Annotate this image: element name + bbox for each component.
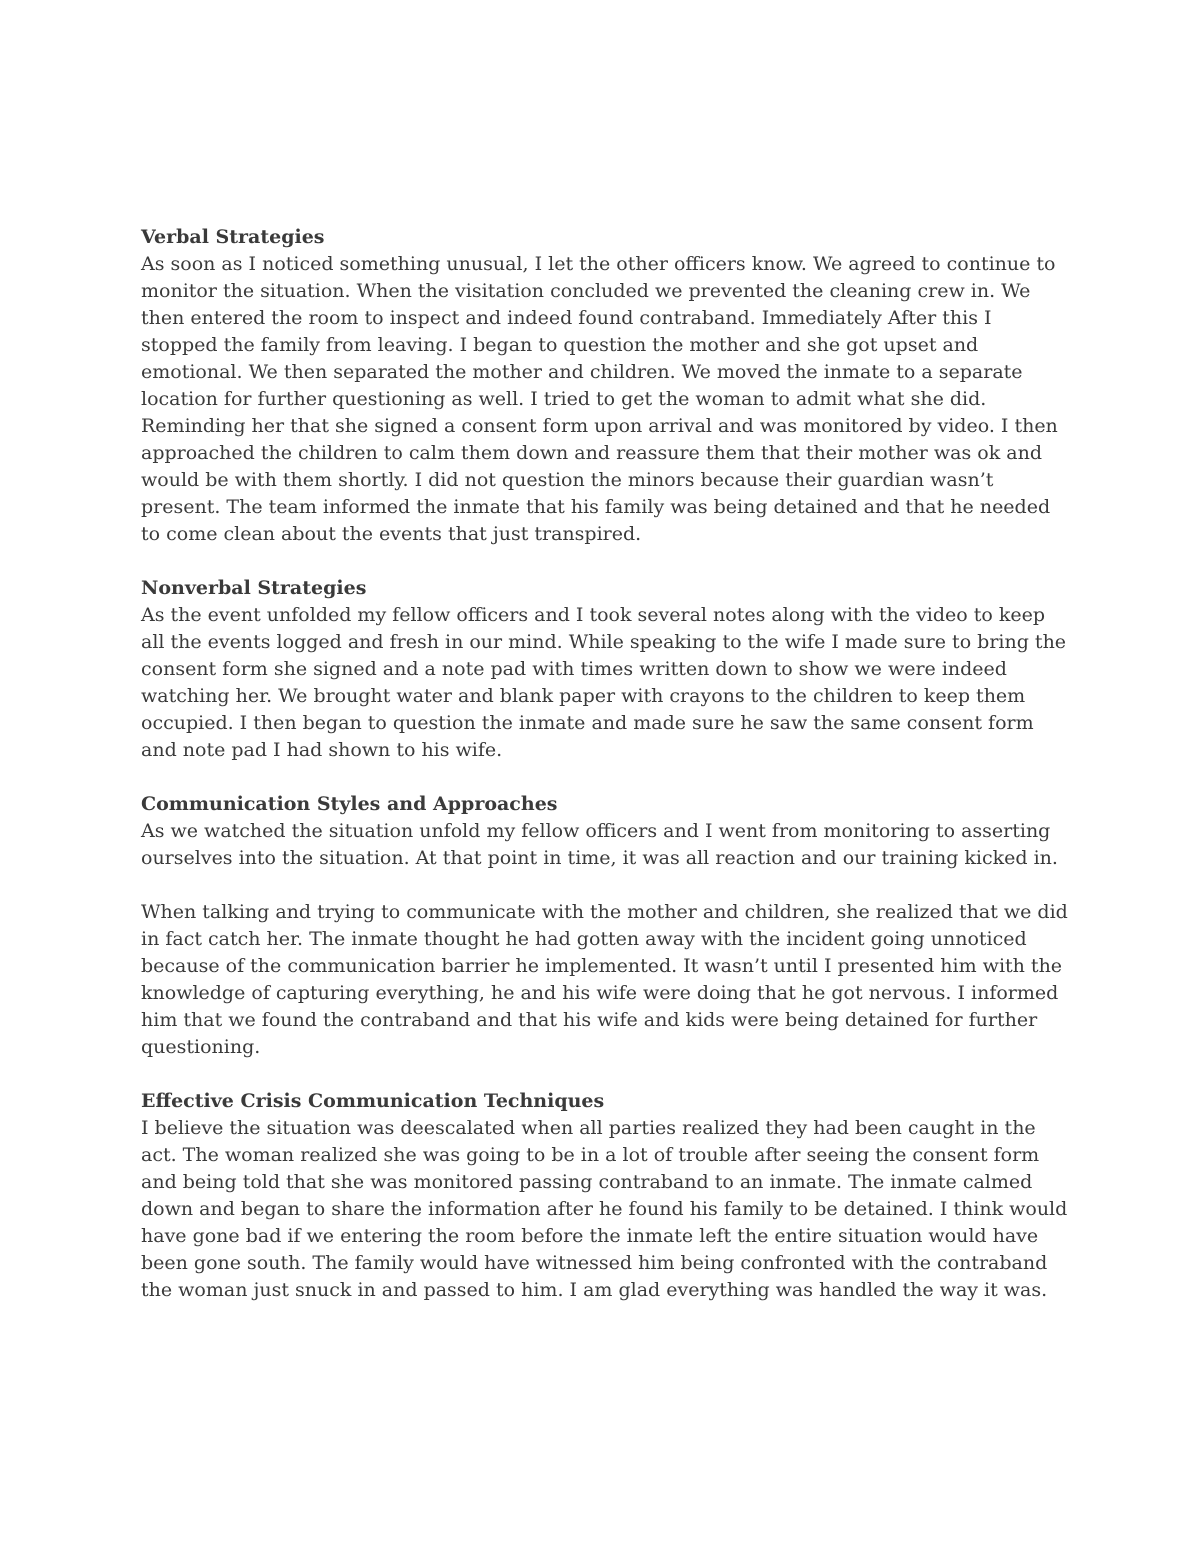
section-heading: Nonverbal Strategies [141,577,367,599]
section-communication-styles [141,791,1071,1061]
section-paragraph: I believe the situation was deescalated when all parties realized they had been caught in the act. The woman realized she was going to be in a lot of trouble after seeing the consent form and being told that she was monitored passing contraband to an inmate. The inmate calmed down and began to share the information after he found his family to be detained. I think would have gone bad if we entering the room before the inmate left the entire situation would have been gone south. The family would have witnessed him being confronted with the contraband the woman just snuck in and passed to him. I am glad everything was handled the way it was. [141,1117,1068,1301]
section-paragraph: As the event unfolded my fellow officers and I took several notes along with the video to keep all the events logged and fresh in our mind. While speaking to the wife I made sure to bring the consent form she signed and a note pad with times written down to show we were indeed watching her. We brought water and blank paper with crayons to the children to keep them occupied. I then began to question the inmate and made sure he saw the same consent form and note pad I had shown to his wife. [141,604,1067,761]
section-heading: Effective Crisis Communication Techniques [141,1090,605,1112]
section-paragraph: As soon as I noticed something unusual, I let the other officers know. We agreed to continue to monitor the situation. When the visitation concluded we prevented the cleaning crew in. We then entered the room to inspect and indeed found contraband. Immediately After this I stopped the family from leaving. I began to question the mother and she got upset and emotional. We then separated the mother and children. We moved the inmate to a separate location for further questioning as well. I tried to get the woman to admit what she did. Reminding her that she signed a consent form upon arrival and was monitored by video. I then approached the children to calm them down and reassure them that their mother was ok and would be with them shortly. I did not question the minors because their guardian wasn’t present. The team informed the inmate that his family was being detained and that he needed to come clean about the events that just transpired. [141,253,1058,545]
document-page [141,224,1071,1331]
section-crisis-communication [141,1088,1071,1304]
section-paragraph: As we watched the situation unfold my fellow officers and I went from monitoring to asserting ourselves into the situation. At that point in time, it was all reaction and our training kicked in. [141,820,1058,869]
section-verbal-strategies [141,224,1071,548]
section-heading: Communication Styles and Approaches [141,793,558,815]
section-nonverbal-strategies [141,575,1071,764]
section-heading: Verbal Strategies [141,226,325,248]
section-paragraph: When talking and trying to communicate with the mother and children, she realized that we did in fact catch her. The inmate thought he had gotten away with the incident going unnoticed because of the communication barrier he implemented. It wasn’t until I presented him with the knowledge of capturing everything, he and his wife were doing that he got nervous. I informed him that we found the contraband and that his wife and kids were being detained for further questioning. [141,901,1068,1058]
